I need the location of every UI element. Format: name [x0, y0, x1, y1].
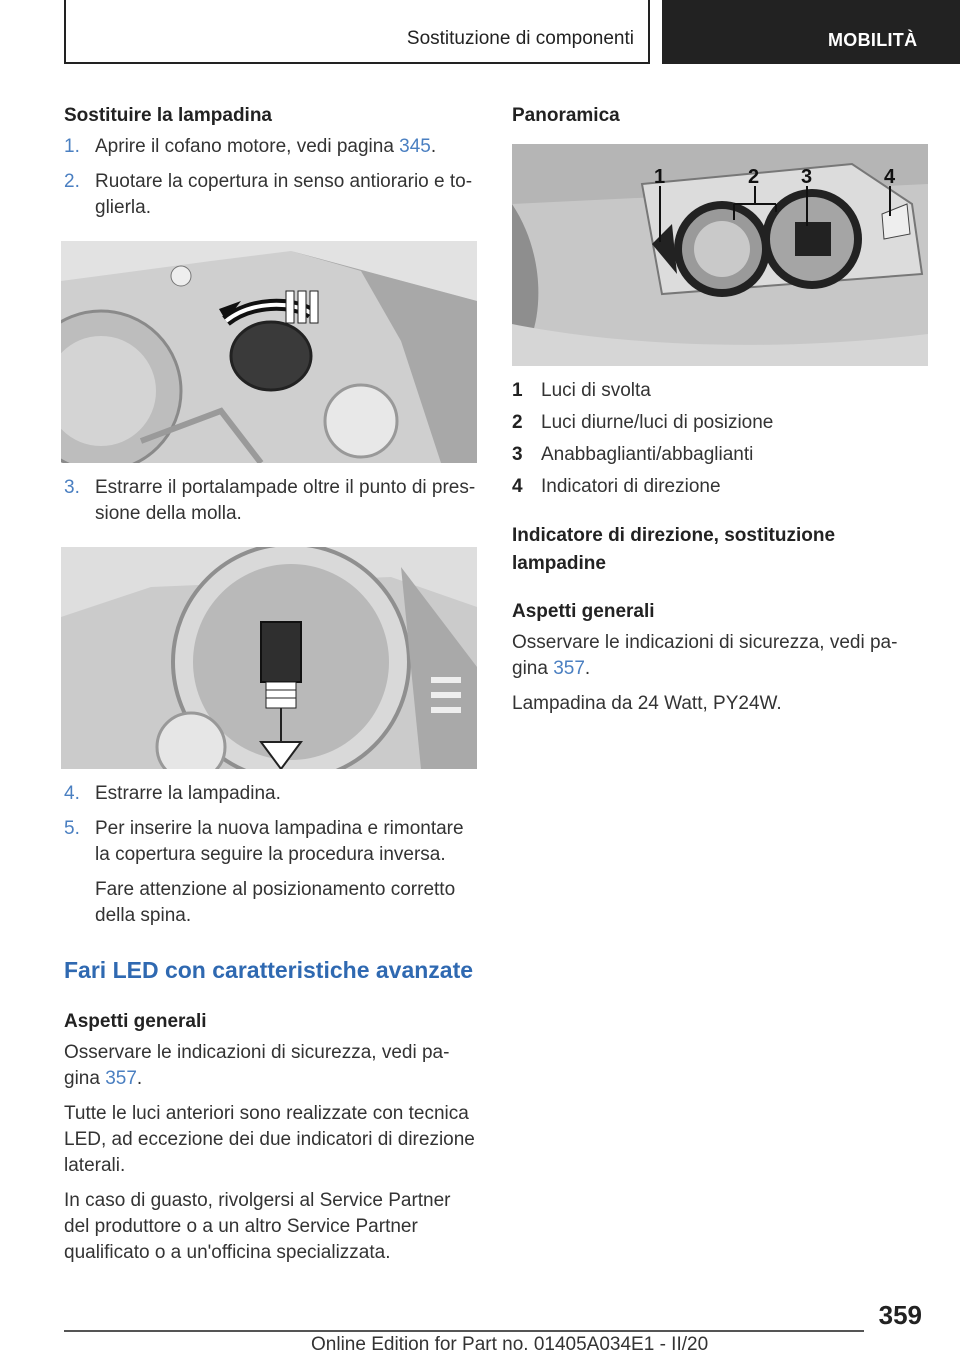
left-column — [64, 102, 480, 1266]
step-3: 3. Estrarre il portalampade oltre il punto di pres-sione della molla. — [64, 477, 476, 524]
general-heading: Aspetti generali — [64, 1011, 207, 1032]
safety-paragraph: Osservare le indicazioni di sicurezza, vedi pa-gina 357. — [512, 632, 898, 679]
step-5: 5. Per inserire la nuova lampadina e rimontare la copertura seguire la procedura inversa. — [64, 818, 464, 865]
page-link[interactable]: 357 — [105, 1068, 137, 1089]
indicator-heading: Indicatore di direzione, sostituzione lampadine — [512, 525, 836, 574]
page-link[interactable]: 357 — [553, 658, 585, 679]
safety-paragraph: Osservare le indicazioni di sicurezza, vedi pa-gina 357. — [64, 1042, 450, 1089]
bulb-spec: Lampadina da 24 Watt, PY24W. — [512, 693, 782, 714]
right-column — [512, 102, 928, 717]
header-chapter-title: MOBILITÀ — [828, 30, 918, 50]
callout-4: 4 — [884, 166, 896, 188]
step-2: 2. Ruotare la copertura in senso antiorario e to-glierla. — [64, 171, 473, 218]
step-number: 1. — [64, 136, 80, 157]
legend-item: 1 Luci di svolta — [512, 380, 651, 401]
footer-rule — [64, 1330, 864, 1332]
led-paragraph: Tutte le luci anteriori sono realizzate con tecnica LED, ad eccezione dei due indicatori di direzione laterali. — [64, 1103, 475, 1176]
step-1: 1. Aprire il cofano motore, vedi pagina 345. — [64, 134, 480, 160]
callout-1: 1 — [654, 166, 666, 188]
step-number: 5. — [64, 818, 80, 839]
lamp-holder-illustration — [61, 547, 477, 769]
step-number: 2. — [64, 171, 80, 192]
callout-3: 3 — [801, 166, 813, 188]
page-link[interactable]: 345 — [399, 136, 431, 157]
page-number: 359 — [878, 1300, 922, 1330]
step-4: 4. Estrarre la lampadina. — [64, 781, 480, 807]
overview-legend — [512, 378, 928, 500]
callout-2: 2 — [748, 166, 760, 188]
led-headlights-heading: Fari LED con caratteristiche avanzate — [64, 957, 474, 983]
headlight-overview-illustration — [512, 144, 928, 366]
step-number: 4. — [64, 783, 80, 804]
header-chapter-box — [662, 0, 960, 64]
legend-item: 3 Anabbaglianti/abbaglianti — [512, 444, 754, 465]
replace-bulb-heading: Sostituire la lampadina — [64, 105, 272, 126]
step-5-note: Fare attenzione al posizionamento corretto della spina. — [95, 879, 456, 926]
legend-item: 2 Luci diurne/luci di posizione — [512, 412, 774, 433]
header-section-title: Sostituzione di componenti — [406, 28, 634, 49]
footer-edition: Online Edition for Part no. 01405A034E1 - II/20 — [311, 1334, 709, 1355]
overview-heading: Panoramica — [512, 105, 620, 126]
service-paragraph: In caso di guasto, rivolgersi al Service Partner del produttore o a un altro Service Partner qualificato o a un'officina specializzata. — [64, 1190, 451, 1263]
cover-removal-illustration — [61, 241, 477, 463]
legend-item: 4 Indicatori di direzione — [512, 476, 721, 497]
header-section-box — [64, 0, 650, 64]
general-heading: Aspetti generali — [512, 601, 655, 622]
step-number: 3. — [64, 477, 80, 498]
